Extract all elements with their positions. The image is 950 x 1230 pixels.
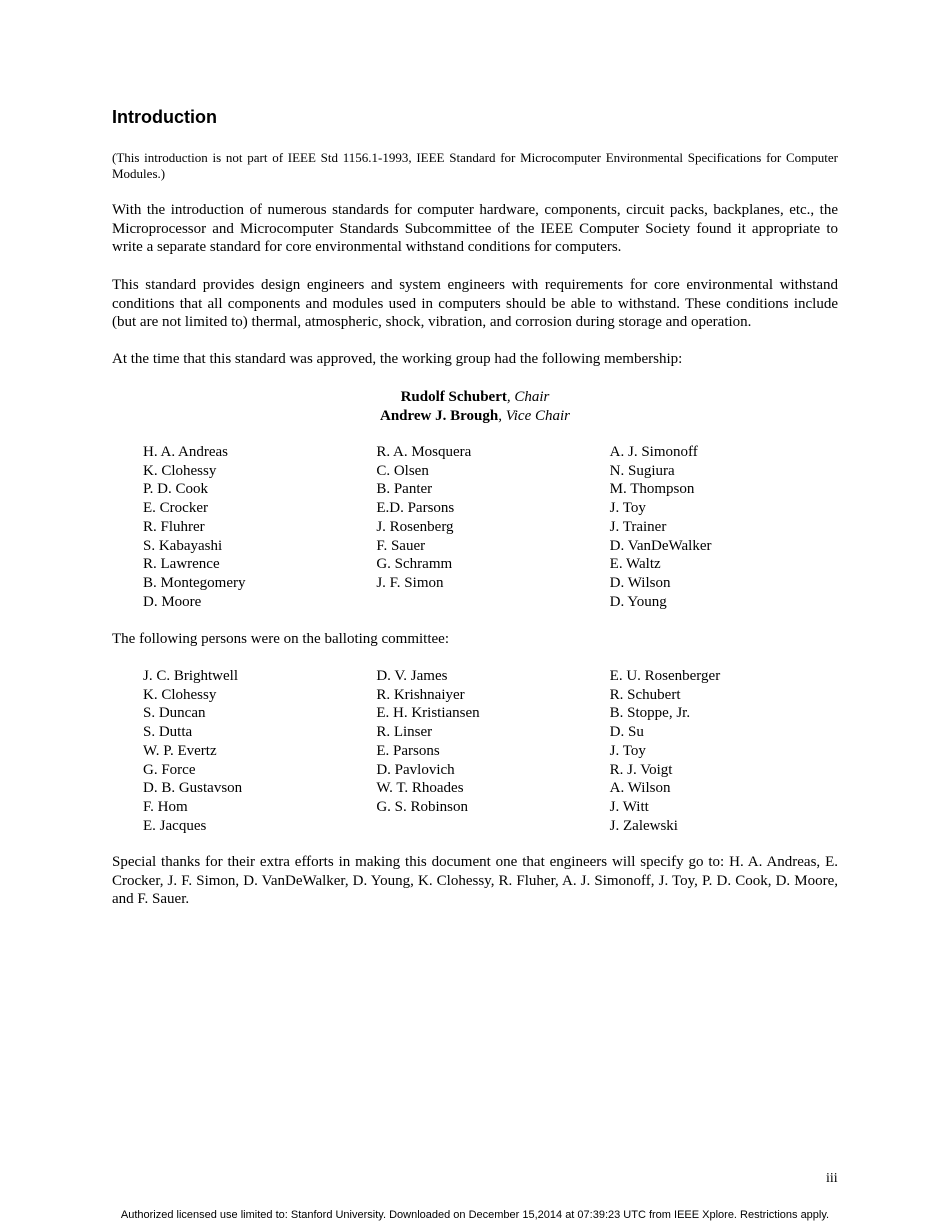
paragraph-background: With the introduction of numerous standards for computer hardware, components, circuit packs, backplanes, etc., the Microprocessor and Microcomputer Standards Subcommittee of the IEEE Computer Society found it appropriate to write a separate standard for core environmental withstand conditions for computers.: [112, 202, 838, 256]
chair-role: , Chair: [506, 389, 550, 405]
license-footer: Authorized licensed use limited to: Stanford University. Downloaded on December 15,2014 at 07:39:23 UTC from IEEE Xplore. Restrictions apply.: [120, 1209, 830, 1221]
member-name: J. Zalewski: [609, 817, 678, 834]
member-name: D. Pavlovich: [376, 761, 455, 778]
member-name: B. Stoppe, Jr.: [609, 705, 691, 722]
name-column: [610, 667, 843, 835]
member-name: G. Schramm: [376, 556, 453, 573]
member-name: H. A. Andreas: [143, 444, 228, 460]
member-name: K. Clohessy: [143, 462, 217, 479]
member-name: J. Toy: [609, 500, 646, 517]
member-name: J. F. Simon: [376, 574, 444, 591]
member-name: D. Su: [609, 724, 644, 741]
member-name: S. Kabayashi: [143, 537, 223, 554]
chair-line: [112, 388, 838, 407]
member-name: S. Dutta: [143, 724, 193, 741]
member-name: D. V. James: [376, 668, 448, 684]
member-name: F. Sauer: [376, 537, 426, 554]
member-name: G. Force: [143, 761, 196, 778]
member-name: D. Moore: [143, 593, 202, 610]
working-group-list: [143, 443, 843, 611]
member-name: R. J. Voigt: [609, 761, 673, 778]
name-column: [143, 667, 376, 835]
paragraph-membership-intro: At the time that this standard was approved, the working group had the following membership:: [112, 351, 683, 367]
chair-name: Rudolf Schubert: [400, 389, 507, 405]
member-name: A. J. Simonoff: [609, 444, 698, 460]
member-name: A. Wilson: [609, 780, 671, 797]
member-name: J. Witt: [609, 798, 649, 815]
vice-chair-role: , Vice Chair: [498, 407, 571, 424]
member-name: J. Trainer: [609, 518, 667, 535]
member-name: W. T. Rhoades: [376, 780, 464, 797]
member-name: R. A. Mosquera: [376, 444, 472, 460]
name-column: [376, 443, 609, 611]
introduction-note: (This introduction is not part of IEEE Std 1156.1-1993, IEEE Standard for Microcomputer Environmental Specifications for Computer Modules.): [112, 150, 838, 181]
paragraph-balloting-intro: The following persons were on the balloting committee:: [112, 631, 450, 647]
name-column: [143, 443, 376, 611]
vice-chair-line: [112, 407, 838, 426]
member-name: C. Olsen: [376, 462, 429, 479]
member-name: D. Wilson: [609, 574, 671, 591]
member-name: E. H. Kristiansen: [376, 705, 480, 722]
member-name: B. Panter: [376, 481, 433, 498]
member-name: B. Montegomery: [143, 574, 246, 591]
page-title: Introduction: [112, 107, 217, 127]
member-name: E. Crocker: [143, 500, 208, 517]
balloting-committee-list: [143, 667, 843, 835]
officers-block: [112, 388, 838, 425]
member-name: D. B. Gustavson: [143, 780, 243, 797]
member-name: E. Waltz: [609, 556, 661, 573]
member-name: S. Duncan: [143, 705, 206, 722]
member-name: R. Schubert: [609, 686, 681, 703]
name-column: [376, 667, 609, 835]
vice-chair-name: Andrew J. Brough: [379, 407, 499, 424]
member-name: J. C. Brightwell: [143, 668, 239, 684]
member-name: F. Hom: [143, 798, 188, 815]
paragraph-special-thanks: Special thanks for their extra efforts in making this document one that engineers will specify go to: H. A. Andreas, E. Crocker, J. F. Simon, D. VanDeWalker, D. Young, K. Clohessy, R. Fluher, A. J. Simonoff, J. Toy, P. D. Cook, D. Moore, and F. Sauer.: [112, 854, 838, 908]
member-name: E. Parsons: [376, 742, 440, 759]
member-name: K. Clohessy: [143, 686, 217, 703]
member-name: E.D. Parsons: [376, 500, 455, 517]
member-name: W. P. Evertz: [143, 742, 217, 759]
member-name: D. Young: [609, 593, 667, 610]
member-name: P. D. Cook: [143, 481, 209, 498]
page-number: iii: [826, 1171, 838, 1186]
member-name: J. Rosenberg: [376, 518, 454, 535]
member-name: E. U. Rosenberger: [609, 668, 721, 684]
name-column: [610, 443, 843, 611]
member-name: N. Sugiura: [609, 462, 675, 479]
member-name: D. VanDeWalker: [609, 537, 712, 554]
paragraph-scope: This standard provides design engineers and system engineers with requirements for core environmental withstand conditions that all components and modules used in computers should be able to withstand. These conditions include (but are not limited to) thermal, atmospheric, shock, vibration, and corrosion during storage and operation.: [112, 277, 838, 331]
member-name: R. Krishnaiyer: [376, 686, 465, 703]
member-name: M. Thompson: [609, 481, 695, 498]
member-name: G. S. Robinson: [376, 798, 469, 815]
member-name: E. Jacques: [143, 817, 207, 834]
member-name: R. Fluhrer: [143, 518, 205, 535]
member-name: J. Toy: [609, 742, 646, 759]
member-name: R. Lawrence: [143, 556, 220, 573]
member-name: R. Linser: [376, 724, 433, 741]
